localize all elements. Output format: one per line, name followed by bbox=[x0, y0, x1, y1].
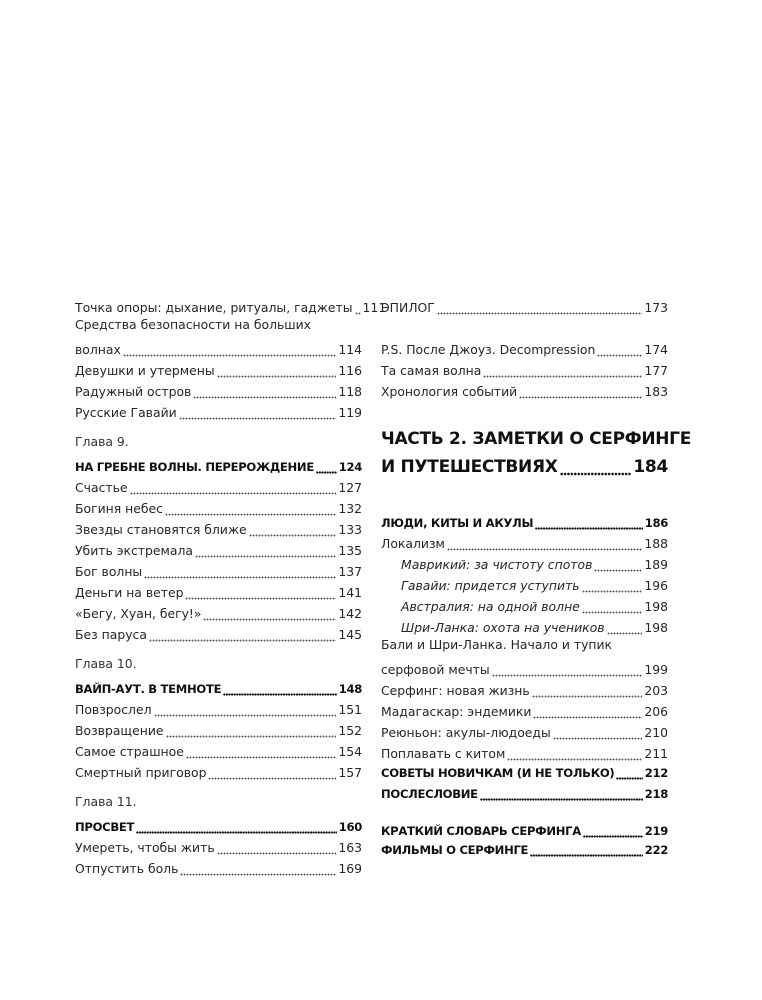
leader-dots bbox=[582, 578, 643, 594]
toc-entry[interactable]: серфовой мечты 199 bbox=[381, 662, 668, 677]
toc-subentry[interactable]: Шри-Ланка: охота на учеников 198 bbox=[401, 620, 668, 635]
leader-dots bbox=[583, 823, 643, 839]
chapter-label: Глава 10. bbox=[75, 656, 137, 671]
leader-dots bbox=[355, 300, 361, 316]
leader-dots bbox=[447, 536, 642, 552]
leader-dots bbox=[144, 564, 336, 580]
toc-entry[interactable]: Поплавать с китом 211 bbox=[381, 746, 668, 761]
leader-dots bbox=[492, 662, 643, 678]
leader-dots bbox=[217, 363, 337, 379]
section-heading[interactable]: КРАТКИЙ СЛОВАРЬ СЕРФИНГА 219 bbox=[381, 824, 668, 838]
leader-dots bbox=[607, 620, 643, 636]
part-heading-line1: ЧАСТЬ 2. ЗАМЕТКИ О СЕРФИНГЕ bbox=[381, 429, 692, 449]
leader-dots bbox=[203, 606, 336, 622]
leader-dots bbox=[185, 585, 336, 601]
leader-dots bbox=[483, 363, 642, 379]
leader-dots bbox=[480, 786, 643, 802]
toc-entry[interactable]: Хронология событий 183 bbox=[381, 384, 668, 399]
chapter-heading[interactable]: НА ГРЕБНЕ ВОЛНЫ. ПЕРЕРОЖДЕНИЕ 124 bbox=[75, 460, 362, 474]
section-heading[interactable]: ФИЛЬМЫ О СЕРФИНГЕ 222 bbox=[381, 843, 668, 857]
toc-entry-epilog[interactable]: ЭПИЛОГ 173 bbox=[381, 300, 668, 315]
leader-dots bbox=[136, 819, 337, 835]
toc-entry[interactable]: Деньги на ветер 141 bbox=[75, 585, 362, 600]
leader-dots bbox=[179, 405, 337, 421]
toc-entry[interactable]: Звезды становятся ближе 133 bbox=[75, 522, 362, 537]
leader-dots bbox=[507, 746, 642, 762]
chapter-heading[interactable]: ПРОСВЕТ 160 bbox=[75, 820, 362, 834]
chapter-heading[interactable]: ВАЙП-АУТ. В ТЕМНОТЕ 148 bbox=[75, 682, 362, 696]
part-heading[interactable]: И ПУТЕШЕСТВИЯХ 184 bbox=[381, 457, 668, 477]
toc-entry-line: Средства безопасности на больших bbox=[75, 317, 312, 332]
leader-dots bbox=[535, 515, 642, 531]
leader-dots bbox=[195, 543, 336, 559]
toc-entry[interactable]: Русские Гавайи 119 bbox=[75, 405, 362, 420]
toc-entry[interactable]: P.S. После Джоуз. Decompression 174 bbox=[381, 342, 668, 357]
leader-dots bbox=[437, 300, 642, 316]
leader-dots bbox=[180, 861, 336, 877]
leader-dots bbox=[594, 557, 642, 573]
leader-dots bbox=[123, 342, 337, 358]
toc-entry[interactable]: Счастье 127 bbox=[75, 480, 362, 495]
leader-dots bbox=[597, 342, 642, 358]
toc-entry[interactable]: Реюньон: акулы-людоеды 210 bbox=[381, 725, 668, 740]
leader-dots bbox=[519, 384, 642, 400]
toc-subentry[interactable]: Гавайи: придется уступить 196 bbox=[401, 578, 668, 593]
toc-entry[interactable]: Радужный остров 118 bbox=[75, 384, 362, 399]
toc-entry[interactable]: волнах 114 bbox=[75, 342, 362, 357]
leader-dots bbox=[532, 683, 643, 699]
leader-dots bbox=[553, 725, 643, 741]
leader-dots bbox=[208, 765, 336, 781]
leader-dots bbox=[249, 522, 337, 538]
toc-entry[interactable]: Локализм 188 bbox=[381, 536, 668, 551]
leader-dots bbox=[217, 840, 337, 856]
toc-entry[interactable]: Точка опоры: дыхание, ритуалы, гаджеты 111 bbox=[75, 300, 387, 315]
toc-subentry[interactable]: Австралия: на одной волне 198 bbox=[401, 599, 668, 614]
leader-dots bbox=[533, 704, 642, 720]
leader-dots bbox=[186, 744, 336, 760]
section-heading[interactable]: СОВЕТЫ НОВИЧКАМ (И НЕ ТОЛЬКО) 212 bbox=[381, 766, 668, 780]
toc-entry[interactable]: Богиня небес 132 bbox=[75, 501, 362, 516]
leader-dots bbox=[560, 456, 632, 478]
leader-dots bbox=[582, 599, 643, 615]
leader-dots bbox=[149, 627, 336, 643]
section-heading[interactable]: ЛЮДИ, КИТЫ И АКУЛЫ 186 bbox=[381, 516, 668, 530]
leader-dots bbox=[530, 842, 643, 858]
toc-entry[interactable]: Убить экстремала 135 bbox=[75, 543, 362, 558]
leader-dots bbox=[165, 501, 336, 517]
leader-dots bbox=[154, 702, 337, 718]
toc-entry-line: Бали и Шри-Ланка. Начало и тупик bbox=[381, 637, 613, 652]
toc-entry[interactable]: Девушки и утермены 116 bbox=[75, 363, 362, 378]
toc-entry[interactable]: Отпустить боль 169 bbox=[75, 861, 362, 876]
toc-entry[interactable]: Повзрослел 151 bbox=[75, 702, 362, 717]
toc-subentry[interactable]: Маврикий: за чистоту спотов 189 bbox=[401, 557, 668, 572]
toc-entry[interactable]: Бог волны 137 bbox=[75, 564, 362, 579]
chapter-label: Глава 11. bbox=[75, 794, 137, 809]
toc-entry[interactable]: Самое страшное 154 bbox=[75, 744, 362, 759]
toc-entry[interactable]: «Бегу, Хуан, бегу!» 142 bbox=[75, 606, 362, 621]
toc-entry[interactable]: Умереть, чтобы жить 163 bbox=[75, 840, 362, 855]
leader-dots bbox=[223, 681, 336, 697]
leader-dots bbox=[316, 459, 337, 475]
leader-dots bbox=[193, 384, 336, 400]
toc-entry[interactable]: Без паруса 145 bbox=[75, 627, 362, 642]
toc-entry[interactable]: Серфинг: новая жизнь 203 bbox=[381, 683, 668, 698]
leader-dots bbox=[130, 480, 337, 496]
toc-entry[interactable]: Смертный приговор 157 bbox=[75, 765, 362, 780]
leader-dots bbox=[166, 723, 337, 739]
section-heading[interactable]: ПОСЛЕСЛОВИЕ 218 bbox=[381, 787, 668, 801]
toc-entry[interactable]: Та самая волна 177 bbox=[381, 363, 668, 378]
leader-dots bbox=[616, 765, 642, 781]
toc-entry[interactable]: Мадагаскар: эндемики 206 bbox=[381, 704, 668, 719]
toc-entry[interactable]: Возвращение 152 bbox=[75, 723, 362, 738]
chapter-label: Глава 9. bbox=[75, 434, 129, 449]
